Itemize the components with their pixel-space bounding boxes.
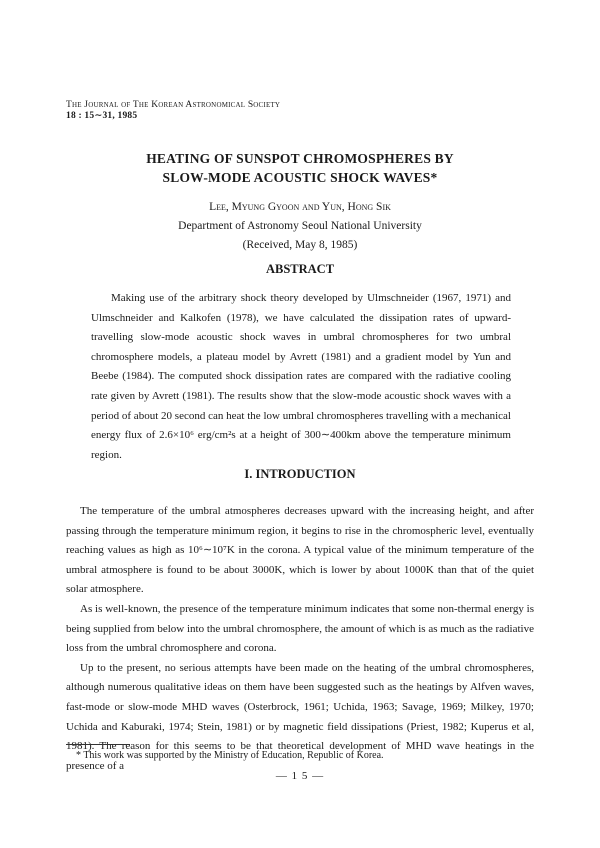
introduction-heading: I. INTRODUCTION xyxy=(244,467,356,481)
footnote-divider xyxy=(66,744,130,745)
abstract-heading: ABSTRACT xyxy=(265,262,335,276)
intro-paragraph: The temperature of the umbral atmospheres decreases upward with the increasing height, and after passing through the temperature minimum region, it begins to rise in the chromospheric level, eventually reaching values as high as 10⁶∼10⁷K in the corona. A typical value of the minimum temperature of the umbral atmosphere is found to be about 3000K, which is lower by about 1000K than that of the quiet solar atmosphere. xyxy=(66,505,534,596)
journal-name: The Journal of The Korean Astronomical Society xyxy=(66,100,281,110)
footnote: * This work was supported by the Ministry of Education, Republic of Korea. xyxy=(76,750,384,761)
paper-title xyxy=(0,149,600,187)
author-affiliation: Department of Astronomy Seoul National University xyxy=(178,220,422,232)
journal-header xyxy=(66,100,280,122)
intro-paragraph: As is well-known, the presence of the temperature minimum indicates that some non-thermal energy is being supplied from below into the umbral chromosphere, the amount of which is as much as the radiative loss from the umbral chromosphere and corona. xyxy=(66,602,534,655)
received-date: (Received, May 8, 1985) xyxy=(242,239,358,251)
intro-paragraph: Up to the present, no serious attempts have been made on the heating of the umbral chromospheres, although numerous qualitative ideas on them have been suggested such as the heatings by Alfven waves, fast-mode or slow-mode MHD waves (Osterbrock, 1961; Uchida, 1963; Savage, 1969; Milkey, 1970; Uchida and Kaburaki, 1974; Stein, 1981) or by magnetic field dissipations (Priest, 1982; Kuperus et al, 1981). The reason for this seems to be that theoretical development of MHD wave heatings in the presence of a xyxy=(66,661,534,772)
journal-citation: 18 : 15∼31, 1985 xyxy=(66,111,138,121)
author-block xyxy=(0,198,600,255)
introduction-body xyxy=(66,502,534,776)
abstract-text: Making use of the arbitrary shock theory developed by Ulmschneider (1967, 1971) and Ulmschneider and Kalkofen (1978), we have calculated the dissipation rates of upward-travelling slow-mode acoustic shock waves in umbral chromospheres for two umbral chromosphere models, a plateau model by Avrett (1981) and a gradient model by Yun and Beebe (1984). The computed shock dissipation rates are compared with the radiative cooling rate given by Avrett (1981). The results show that the slow-mode acoustic shock waves with a period of about 20 second can heat the low umbral chromospheres travelling with a mechanical energy flux of 2.6×10⁶ erg/cm²s at a height of 300∼400km above the temperature minimum region. xyxy=(91,292,511,461)
title-line-2: SLOW-MODE ACOUSTIC SHOCK WAVES* xyxy=(162,170,438,185)
title-line-1: HEATING OF SUNSPOT CHROMOSPHERES BY xyxy=(146,151,454,166)
author-names: Lee, Myung Gyoon and Yun, Hong Sik xyxy=(209,201,391,213)
page-number: — 1 5 — xyxy=(275,770,325,782)
